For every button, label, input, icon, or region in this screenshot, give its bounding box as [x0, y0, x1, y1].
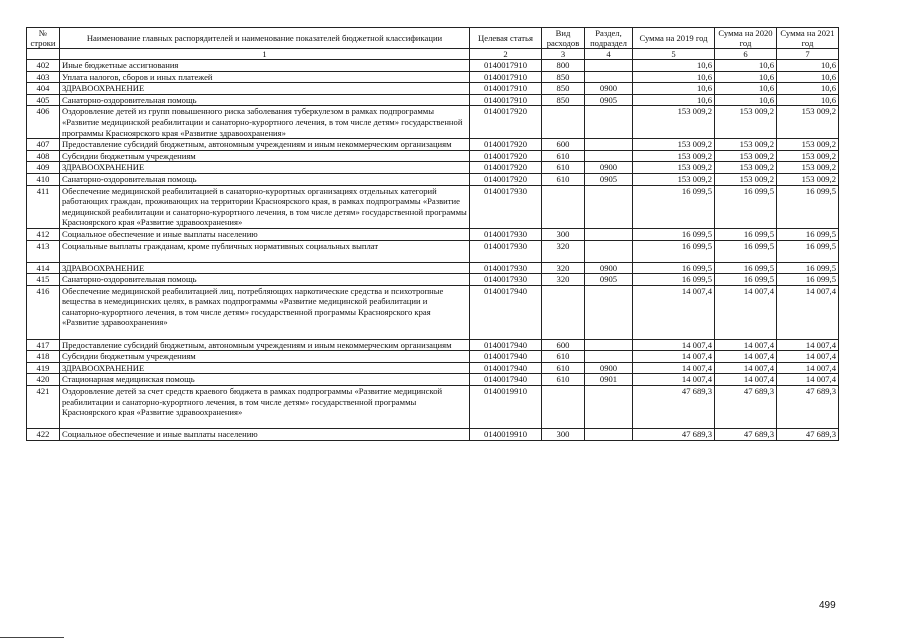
row-vid: [542, 185, 585, 228]
header-vid: Вид расходов: [542, 28, 585, 49]
row-target: 0140017910: [470, 83, 542, 95]
row-sum-2019: 10,6: [633, 71, 715, 83]
row-sum-2019: 153 009,2: [633, 150, 715, 162]
row-razdel: 0900: [585, 83, 633, 95]
row-name: Социальное обеспечение и иные выплаты населению: [60, 228, 470, 240]
row-sum-2019: 14 007,4: [633, 374, 715, 386]
row-vid: 320: [542, 262, 585, 274]
row-sum-2020: 14 007,4: [715, 374, 777, 386]
row-name: Социальные выплаты гражданам, кроме публичных нормативных социальных выплат: [60, 240, 470, 262]
column-index: 5: [633, 49, 715, 60]
column-index: 1: [60, 49, 470, 60]
row-target: 0140017910: [470, 60, 542, 72]
row-vid: 610: [542, 362, 585, 374]
row-razdel: 0905: [585, 173, 633, 185]
row-sum-2021: 14 007,4: [777, 285, 839, 339]
row-sum-2020: 153 009,2: [715, 162, 777, 174]
header-sum-2019: Сумма на 2019 год: [633, 28, 715, 49]
row-vid: 800: [542, 60, 585, 72]
row-sum-2020: 14 007,4: [715, 351, 777, 363]
row-sum-2020: 14 007,4: [715, 362, 777, 374]
row-sum-2020: 14 007,4: [715, 285, 777, 339]
row-sum-2019: 153 009,2: [633, 162, 715, 174]
header-sum-2021: Сумма на 2021 год: [777, 28, 839, 49]
row-name: Обеспечение медицинской реабилитацией лиц, потребляющих наркотические средства и психотропные вещества в немедицинских целях, в рамках подпрограммы «Развитие медицинской реабилитации и санаторно-курортного лечения, в том числе детям» государственной программы Красноярского края «Развитие здравоохранения»: [60, 285, 470, 339]
row-razdel: [585, 429, 633, 441]
row-sum-2020: 153 009,2: [715, 139, 777, 151]
column-index: 3: [542, 49, 585, 60]
row-number: 420: [27, 374, 60, 386]
row-sum-2020: 16 099,5: [715, 185, 777, 228]
row-number: 422: [27, 429, 60, 441]
row-vid: 850: [542, 71, 585, 83]
row-sum-2021: 14 007,4: [777, 374, 839, 386]
row-number: 402: [27, 60, 60, 72]
budget-table: [26, 27, 839, 441]
table-row: [27, 274, 839, 286]
row-vid: 320: [542, 274, 585, 286]
row-name: Санаторно-оздоровительная помощь: [60, 94, 470, 106]
row-razdel: 0905: [585, 274, 633, 286]
row-name: Субсидии бюджетным учреждениям: [60, 351, 470, 363]
row-sum-2021: 153 009,2: [777, 173, 839, 185]
header-razdel: Раздел, подраздел: [585, 28, 633, 49]
column-index: [27, 49, 60, 60]
row-target: 0140017920: [470, 150, 542, 162]
row-number: 410: [27, 173, 60, 185]
table-row: [27, 139, 839, 151]
table-row: [27, 173, 839, 185]
table-row: [27, 429, 839, 441]
row-razdel: 0901: [585, 374, 633, 386]
row-target: 0140017940: [470, 374, 542, 386]
row-sum-2019: 10,6: [633, 60, 715, 72]
row-sum-2019: 14 007,4: [633, 362, 715, 374]
row-name: ЗДРАВООХРАНЕНИЕ: [60, 162, 470, 174]
row-sum-2019: 16 099,5: [633, 262, 715, 274]
row-razdel: [585, 106, 633, 139]
row-sum-2021: 10,6: [777, 71, 839, 83]
row-target: 0140017940: [470, 339, 542, 351]
row-vid: 610: [542, 351, 585, 363]
table-row: [27, 162, 839, 174]
row-target: 0140017940: [470, 285, 542, 339]
row-target: 0140017940: [470, 362, 542, 374]
row-number: 419: [27, 362, 60, 374]
column-index: 6: [715, 49, 777, 60]
row-target: 0140017920: [470, 173, 542, 185]
row-sum-2019: 14 007,4: [633, 339, 715, 351]
header-sum-2020: Сумма на 2020 год: [715, 28, 777, 49]
row-razdel: 0900: [585, 362, 633, 374]
row-target: 0140017930: [470, 274, 542, 286]
row-sum-2021: 16 099,5: [777, 262, 839, 274]
table-row: [27, 106, 839, 139]
row-sum-2019: 14 007,4: [633, 285, 715, 339]
row-sum-2020: 16 099,5: [715, 262, 777, 274]
table-row: [27, 94, 839, 106]
row-sum-2020: 153 009,2: [715, 173, 777, 185]
row-sum-2020: 10,6: [715, 94, 777, 106]
row-number: 407: [27, 139, 60, 151]
row-target: 0140017940: [470, 351, 542, 363]
row-sum-2021: 14 007,4: [777, 362, 839, 374]
row-sum-2019: 16 099,5: [633, 185, 715, 228]
row-vid: 600: [542, 339, 585, 351]
row-sum-2019: 16 099,5: [633, 274, 715, 286]
row-number: 413: [27, 240, 60, 262]
row-sum-2021: 10,6: [777, 60, 839, 72]
row-sum-2021: 10,6: [777, 94, 839, 106]
row-vid: [542, 106, 585, 139]
row-number: 409: [27, 162, 60, 174]
row-razdel: [585, 351, 633, 363]
row-sum-2019: 153 009,2: [633, 173, 715, 185]
row-sum-2021: 153 009,2: [777, 150, 839, 162]
row-vid: 320: [542, 240, 585, 262]
table-row: [27, 228, 839, 240]
row-sum-2020: 16 099,5: [715, 274, 777, 286]
column-index-row: [27, 49, 839, 60]
table-row: [27, 262, 839, 274]
row-name: ЗДРАВООХРАНЕНИЕ: [60, 362, 470, 374]
row-number: 417: [27, 339, 60, 351]
row-sum-2020: 153 009,2: [715, 106, 777, 139]
row-name: Санаторно-оздоровительная помощь: [60, 173, 470, 185]
row-sum-2019: 10,6: [633, 83, 715, 95]
table-row: [27, 339, 839, 351]
row-razdel: [585, 240, 633, 262]
table-row: [27, 386, 839, 429]
row-razdel: [585, 339, 633, 351]
table-row: [27, 240, 839, 262]
row-number: 411: [27, 185, 60, 228]
row-sum-2021: 16 099,5: [777, 185, 839, 228]
row-target: 0140017930: [470, 262, 542, 274]
row-razdel: [585, 386, 633, 429]
row-sum-2021: 14 007,4: [777, 339, 839, 351]
row-vid: 610: [542, 374, 585, 386]
row-vid: 300: [542, 429, 585, 441]
row-sum-2021: 153 009,2: [777, 162, 839, 174]
row-sum-2020: 14 007,4: [715, 339, 777, 351]
row-name: Санаторно-оздоровительная помощь: [60, 274, 470, 286]
row-vid: 610: [542, 162, 585, 174]
header-name: Наименование главных распорядителей и наименование показателей бюджетной классификации: [60, 28, 470, 49]
row-target: 0140017910: [470, 71, 542, 83]
table-row: [27, 185, 839, 228]
row-target: 0140017920: [470, 106, 542, 139]
row-sum-2021: 16 099,5: [777, 274, 839, 286]
row-target: 0140017930: [470, 240, 542, 262]
table-header-row: [27, 28, 839, 49]
row-number: 415: [27, 274, 60, 286]
row-name: Оздоровление детей из групп повышенного риска заболевания туберкулезом в рамках подпрограммы «Развитие медицинской реабилитации и санаторно-курортного лечения, в том числе детям» государственной программы Красноярского края «Развитие здравоохранения»: [60, 106, 470, 139]
row-vid: 600: [542, 139, 585, 151]
row-number: 408: [27, 150, 60, 162]
row-number: 416: [27, 285, 60, 339]
row-sum-2020: 10,6: [715, 71, 777, 83]
row-sum-2021: 16 099,5: [777, 240, 839, 262]
row-sum-2021: 10,6: [777, 83, 839, 95]
row-name: Предоставление субсидий бюджетным, автономным учреждениям и иным некоммерческим организациям: [60, 339, 470, 351]
row-razdel: [585, 185, 633, 228]
row-vid: [542, 386, 585, 429]
row-vid: 850: [542, 94, 585, 106]
row-name: Предоставление субсидий бюджетным, автономным учреждениям и иным некоммерческим организациям: [60, 139, 470, 151]
row-target: 0140017930: [470, 185, 542, 228]
row-sum-2019: 47 689,3: [633, 386, 715, 429]
row-sum-2021: 153 009,2: [777, 139, 839, 151]
header-target: Целевая статья: [470, 28, 542, 49]
row-sum-2019: 153 009,2: [633, 139, 715, 151]
row-razdel: [585, 228, 633, 240]
table-row: [27, 150, 839, 162]
row-target: 0140017920: [470, 139, 542, 151]
row-vid: 610: [542, 150, 585, 162]
row-vid: 850: [542, 83, 585, 95]
row-target: 0140017910: [470, 94, 542, 106]
row-sum-2020: 16 099,5: [715, 240, 777, 262]
row-name: ЗДРАВООХРАНЕНИЕ: [60, 83, 470, 95]
column-index: 7: [777, 49, 839, 60]
row-number: 412: [27, 228, 60, 240]
table-row: [27, 351, 839, 363]
row-vid: 300: [542, 228, 585, 240]
row-sum-2020: 10,6: [715, 83, 777, 95]
row-sum-2019: 14 007,4: [633, 351, 715, 363]
row-sum-2021: 153 009,2: [777, 106, 839, 139]
row-number: 405: [27, 94, 60, 106]
row-number: 404: [27, 83, 60, 95]
row-razdel: 0900: [585, 262, 633, 274]
row-number: 406: [27, 106, 60, 139]
row-name: Уплата налогов, сборов и иных платежей: [60, 71, 470, 83]
row-name: Оздоровление детей за счет средств краевого бюджета в рамках подпрограммы «Развитие медицинской реабилитации и санаторно-курортного лечения, в том числе детям» государственной программы Красноярского края «Развитие здравоохранения»: [60, 386, 470, 429]
row-sum-2019: 10,6: [633, 94, 715, 106]
row-razdel: [585, 71, 633, 83]
table-row: [27, 83, 839, 95]
table-row: [27, 362, 839, 374]
row-sum-2019: 16 099,5: [633, 228, 715, 240]
row-sum-2019: 153 009,2: [633, 106, 715, 139]
table-row: [27, 60, 839, 72]
row-name: Социальное обеспечение и иные выплаты населению: [60, 429, 470, 441]
row-razdel: [585, 60, 633, 72]
table-row: [27, 71, 839, 83]
row-razdel: 0905: [585, 94, 633, 106]
page-number: 499: [819, 600, 836, 611]
row-sum-2019: 16 099,5: [633, 240, 715, 262]
row-target: 0140017920: [470, 162, 542, 174]
row-razdel: 0900: [585, 162, 633, 174]
table-body: [27, 60, 839, 441]
table-row: [27, 285, 839, 339]
row-name: Обеспечение медицинской реабилитацией в санаторно-курортных организациях отдельных категорий работающих граждан, проживающих на территории Красноярского края, в рамках подпрограммы «Развитие медицинской реабилитации и санаторно-курортного лечения, в том числе детям» государственной программы Красноярского края «Развитие здравоохранения»: [60, 185, 470, 228]
row-number: 414: [27, 262, 60, 274]
row-vid: [542, 285, 585, 339]
row-number: 421: [27, 386, 60, 429]
row-target: 0140017930: [470, 228, 542, 240]
row-razdel: [585, 150, 633, 162]
row-sum-2020: 16 099,5: [715, 228, 777, 240]
header-row-number: № строки: [27, 28, 60, 49]
row-number: 403: [27, 71, 60, 83]
row-sum-2021: 47 689,3: [777, 386, 839, 429]
row-name: Стационарная медицинская помощь: [60, 374, 470, 386]
row-razdel: [585, 139, 633, 151]
row-name: Иные бюджетные ассигнования: [60, 60, 470, 72]
row-target: 0140019910: [470, 386, 542, 429]
column-index: 2: [470, 49, 542, 60]
row-sum-2020: 153 009,2: [715, 150, 777, 162]
row-razdel: [585, 285, 633, 339]
column-index: 4: [585, 49, 633, 60]
row-sum-2020: 10,6: [715, 60, 777, 72]
footnote-divider: [0, 637, 64, 638]
row-sum-2021: 47 689,3: [777, 429, 839, 441]
row-name: ЗДРАВООХРАНЕНИЕ: [60, 262, 470, 274]
table-row: [27, 374, 839, 386]
row-name: Субсидии бюджетным учреждениям: [60, 150, 470, 162]
row-sum-2020: 47 689,3: [715, 429, 777, 441]
row-sum-2019: 47 689,3: [633, 429, 715, 441]
row-sum-2020: 47 689,3: [715, 386, 777, 429]
row-vid: 610: [542, 173, 585, 185]
row-number: 418: [27, 351, 60, 363]
row-sum-2021: 16 099,5: [777, 228, 839, 240]
row-sum-2021: 14 007,4: [777, 351, 839, 363]
row-target: 0140019910: [470, 429, 542, 441]
